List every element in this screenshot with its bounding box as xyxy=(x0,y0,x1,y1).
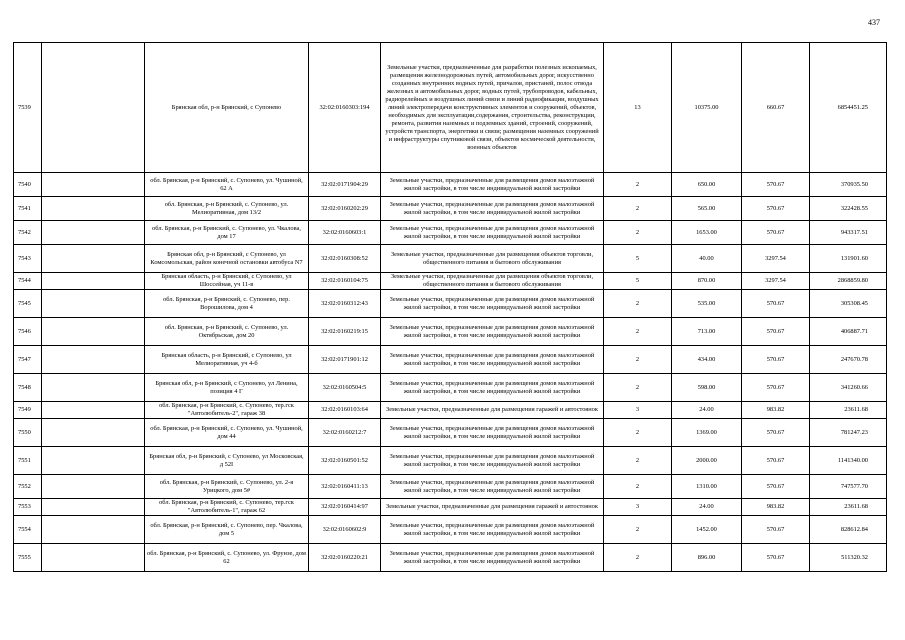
address-cell: Брянская обл, р-н Брянский, с Супонево, ул Ленина, позиция 4 Г xyxy=(145,374,309,402)
address-cell: обл. Брянская, р-н Брянский, с. Супонево, ул. Чушиной, дом 44 xyxy=(145,419,309,447)
address-cell: Брянская область, р-н Брянский, с Супонево, ул Шоссейная, уч 11-в xyxy=(145,273,309,290)
table-row xyxy=(14,318,887,346)
area-cell: 535.00 xyxy=(672,290,742,318)
area-cell: 870.00 xyxy=(672,273,742,290)
address-cell: Брянская обл, р-н Брянский, с Супонево xyxy=(145,43,309,173)
cadastral-number-cell: 32:02:0160220:21 xyxy=(309,544,381,572)
table-row xyxy=(14,402,887,419)
rate-cell: 570.67 xyxy=(742,197,810,221)
table-body xyxy=(14,43,887,572)
address-cell: обл. Брянская, р-н Брянский, с. Супонево, ул. Фрунзе, дом 62 xyxy=(145,544,309,572)
address-cell: обл. Брянская, р-н Брянский, с. Супонево, ул. Мелиоративная, дом 13/2 xyxy=(145,197,309,221)
use-code-cell: 2 xyxy=(604,221,672,245)
row-number: 7549 xyxy=(14,402,42,419)
area-cell: 24.00 xyxy=(672,499,742,516)
land-use-cell: Земельные участки, предназначенные для размещения домов малоэтажной жилой застройки, в том числе индивидуальной жилой застройки xyxy=(381,346,604,374)
row-number: 7554 xyxy=(14,516,42,544)
cadastral-value-cell: 2868859.80 xyxy=(810,273,887,290)
table-row xyxy=(14,447,887,475)
area-cell: 1653.00 xyxy=(672,221,742,245)
row-number: 7544 xyxy=(14,273,42,290)
area-cell: 40.00 xyxy=(672,245,742,273)
blank-cell xyxy=(42,43,145,173)
address-cell: обл. Брянская, р-н Брянский, с. Супонево, ул. 2-я Урицкого, дом 5# xyxy=(145,475,309,499)
rate-cell: 3297.54 xyxy=(742,273,810,290)
address-cell: обл. Брянская, р-н Брянский, с. Супонево, ул. Октябрьская, дом 20 xyxy=(145,318,309,346)
blank-cell xyxy=(42,346,145,374)
rate-cell: 983.82 xyxy=(742,499,810,516)
rate-cell: 570.67 xyxy=(742,475,810,499)
use-code-cell: 3 xyxy=(604,499,672,516)
cadastral-number-cell: 32:02:0160103:64 xyxy=(309,402,381,419)
cadastral-value-cell: 23611.68 xyxy=(810,402,887,419)
use-code-cell: 2 xyxy=(604,197,672,221)
land-use-cell: Земельные участки, предназначенные для размещения домов малоэтажной жилой застройки, в том числе индивидуальной жилой застройки xyxy=(381,447,604,475)
cadastral-number-cell: 32:02:0160504:5 xyxy=(309,374,381,402)
blank-cell xyxy=(42,447,145,475)
use-code-cell: 3 xyxy=(604,402,672,419)
land-use-cell: Земельные участки, предназначенные для размещения объектов торговли, общественного питания и бытового обслуживания xyxy=(381,273,604,290)
land-use-cell: Земельные участки, предназначенные для размещения домов малоэтажной жилой застройки, в том числе индивидуальной жилой застройки xyxy=(381,374,604,402)
table-row xyxy=(14,374,887,402)
rate-cell: 570.67 xyxy=(742,173,810,197)
rate-cell: 570.67 xyxy=(742,221,810,245)
address-cell: обл. Брянская, р-н Брянский, с. Супонево, ул. Чкалова, дом 17 xyxy=(145,221,309,245)
cadastral-number-cell: 32:02:0171904:29 xyxy=(309,173,381,197)
area-cell: 896.00 xyxy=(672,544,742,572)
address-cell: Брянская область, р-н Брянский, с Супонево, ул Мелиоративная, уч 4-б xyxy=(145,346,309,374)
land-use-cell: Земельные участки, предназначенные для размещения гаражей и автостоянок xyxy=(381,402,604,419)
cadastral-number-cell: 32:02:0160303:194 xyxy=(309,43,381,173)
address-cell: Брянская обл, р-н Брянский, с Супонево, ул Московская, д 52І xyxy=(145,447,309,475)
table-row xyxy=(14,197,887,221)
use-code-cell: 2 xyxy=(604,318,672,346)
land-use-cell: Земельные участки, предназначенные для размещения домов малоэтажной жилой застройки, в том числе индивидуальной жилой застройки xyxy=(381,516,604,544)
cadastral-number-cell: 32:02:0160602:9 xyxy=(309,516,381,544)
blank-cell xyxy=(42,221,145,245)
use-code-cell: 13 xyxy=(604,43,672,173)
cadastral-number-cell: 32:02:0171901:12 xyxy=(309,346,381,374)
land-use-cell: Земельные участки, предназначенные для размещения домов малоэтажной жилой застройки, в том числе индивидуальной жилой застройки xyxy=(381,221,604,245)
rate-cell: 570.67 xyxy=(742,290,810,318)
blank-cell xyxy=(42,290,145,318)
land-use-cell: Земельные участки, предназначенные для разработки полезных ископаемых, размещения железнодорожных путей, автомобильных дорог, искусственно созданных внутренних водных путей, причалов, пристаней, полос отвода железных и автомобильных дорог, водных путей, трубопроводов, кабельных, радиорелейных и воздушных линий связи и линий радиофикации, воздушных линий электропередачи конструктивных элементов и сооружений, объектов, необходимых для эксплуатации,содержания, строительства, реконструкции, ремонта, развития наземных и подземных зданий, строений, сооружений, устройств транспорта, энергетики и связи; размещения наземных сооружений и инфраструктуры спутниковой связи, объектов космической деятельности, военных объектов xyxy=(381,43,604,173)
blank-cell xyxy=(42,173,145,197)
address-cell: обл. Брянская, р-н Брянский, с. Супонево, тер.гск "Автолюбитель-1", гараж 62 xyxy=(145,499,309,516)
use-code-cell: 2 xyxy=(604,173,672,197)
table-row xyxy=(14,173,887,197)
page-number: 437 xyxy=(868,18,880,27)
table-row xyxy=(14,419,887,447)
blank-cell xyxy=(42,197,145,221)
land-use-cell: Земельные участки, предназначенные для размещения домов малоэтажной жилой застройки, в том числе индивидуальной жилой застройки xyxy=(381,419,604,447)
use-code-cell: 2 xyxy=(604,447,672,475)
land-use-cell: Земельные участки, предназначенные для размещения домов малоэтажной жилой застройки, в том числе индивидуальной жилой застройки xyxy=(381,197,604,221)
area-cell: 1310.00 xyxy=(672,475,742,499)
use-code-cell: 2 xyxy=(604,346,672,374)
row-number: 7552 xyxy=(14,475,42,499)
table-row xyxy=(14,499,887,516)
use-code-cell: 2 xyxy=(604,475,672,499)
table-row xyxy=(14,516,887,544)
rate-cell: 983.82 xyxy=(742,402,810,419)
table-row xyxy=(14,475,887,499)
blank-cell xyxy=(42,475,145,499)
row-number: 7543 xyxy=(14,245,42,273)
cadastral-number-cell: 32:02:0160212:7 xyxy=(309,419,381,447)
rate-cell: 3297.54 xyxy=(742,245,810,273)
cadastral-value-cell: 370935.50 xyxy=(810,173,887,197)
land-cadastral-table xyxy=(13,42,887,572)
cadastral-value-cell: 747577.70 xyxy=(810,475,887,499)
address-cell: обл. Брянская, р-н Брянский, с. Супонево, тер.гск "Автолюбитель-2", гараж 38 xyxy=(145,402,309,419)
row-number: 7545 xyxy=(14,290,42,318)
area-cell: 650.00 xyxy=(672,173,742,197)
row-number: 7546 xyxy=(14,318,42,346)
blank-cell xyxy=(42,273,145,290)
cadastral-number-cell: 32:02:0160219:15 xyxy=(309,318,381,346)
cadastral-number-cell: 32:02:0160501:52 xyxy=(309,447,381,475)
cadastral-value-cell: 131901.60 xyxy=(810,245,887,273)
use-code-cell: 2 xyxy=(604,374,672,402)
cadastral-number-cell: 32:02:0160603:1 xyxy=(309,221,381,245)
rate-cell: 570.67 xyxy=(742,544,810,572)
cadastral-value-cell: 322428.55 xyxy=(810,197,887,221)
row-number: 7555 xyxy=(14,544,42,572)
cadastral-value-cell: 341260.66 xyxy=(810,374,887,402)
use-code-cell: 2 xyxy=(604,290,672,318)
cadastral-value-cell: 247670.78 xyxy=(810,346,887,374)
table-row xyxy=(14,290,887,318)
row-number: 7550 xyxy=(14,419,42,447)
table-row xyxy=(14,544,887,572)
blank-cell xyxy=(42,245,145,273)
row-number: 7551 xyxy=(14,447,42,475)
row-number: 7541 xyxy=(14,197,42,221)
rate-cell: 570.67 xyxy=(742,447,810,475)
blank-cell xyxy=(42,374,145,402)
cadastral-number-cell: 32:02:0160202:29 xyxy=(309,197,381,221)
area-cell: 1369.00 xyxy=(672,419,742,447)
rate-cell: 660.67 xyxy=(742,43,810,173)
cadastral-value-cell: 305308.45 xyxy=(810,290,887,318)
area-cell: 1452.00 xyxy=(672,516,742,544)
cadastral-number-cell: 32:02:0160312:43 xyxy=(309,290,381,318)
row-number: 7553 xyxy=(14,499,42,516)
blank-cell xyxy=(42,419,145,447)
cadastral-number-cell: 32:02:0160411:13 xyxy=(309,475,381,499)
area-cell: 565.00 xyxy=(672,197,742,221)
blank-cell xyxy=(42,402,145,419)
land-use-cell: Земельные участки, предназначенные для размещения домов малоэтажной жилой застройки, в том числе индивидуальной жилой застройки xyxy=(381,544,604,572)
address-cell: обл. Брянская, р-н Брянский, с. Супонево, пер. Ворошилова, дом 4 xyxy=(145,290,309,318)
area-cell: 434.00 xyxy=(672,346,742,374)
row-number: 7539 xyxy=(14,43,42,173)
table-row xyxy=(14,273,887,290)
rate-cell: 570.67 xyxy=(742,374,810,402)
blank-cell xyxy=(42,499,145,516)
address-cell: обл. Брянская, р-н Брянский, с. Супонево, пер. Чкалова, дом 5 xyxy=(145,516,309,544)
land-use-cell: Земельные участки, предназначенные для размещения гаражей и автостоянок xyxy=(381,499,604,516)
cadastral-value-cell: 1141340.00 xyxy=(810,447,887,475)
cadastral-value-cell: 511320.32 xyxy=(810,544,887,572)
use-code-cell: 2 xyxy=(604,419,672,447)
table-row xyxy=(14,346,887,374)
rate-cell: 570.67 xyxy=(742,318,810,346)
row-number: 7548 xyxy=(14,374,42,402)
cadastral-value-cell: 781247.23 xyxy=(810,419,887,447)
cadastral-value-cell: 23611.68 xyxy=(810,499,887,516)
area-cell: 598.00 xyxy=(672,374,742,402)
use-code-cell: 2 xyxy=(604,544,672,572)
use-code-cell: 5 xyxy=(604,245,672,273)
land-use-cell: Земельные участки, предназначенные для размещения домов малоэтажной жилой застройки, в том числе индивидуальной жилой застройки xyxy=(381,475,604,499)
land-use-cell: Земельные участки, предназначенные для размещения объектов торговли, общественного питания и бытового обслуживания xyxy=(381,245,604,273)
rate-cell: 570.67 xyxy=(742,419,810,447)
land-use-cell: Земельные участки, предназначенные для размещения домов малоэтажной жилой застройки, в том числе индивидуальной жилой застройки xyxy=(381,173,604,197)
rate-cell: 570.67 xyxy=(742,516,810,544)
use-code-cell: 5 xyxy=(604,273,672,290)
row-number: 7540 xyxy=(14,173,42,197)
cadastral-value-cell: 943317.51 xyxy=(810,221,887,245)
cadastral-number-cell: 32:02:0160104:75 xyxy=(309,273,381,290)
row-number: 7542 xyxy=(14,221,42,245)
table-row xyxy=(14,43,887,173)
area-cell: 2000.00 xyxy=(672,447,742,475)
area-cell: 24.00 xyxy=(672,402,742,419)
area-cell: 713.00 xyxy=(672,318,742,346)
cadastral-number-cell: 32:02:0160414:97 xyxy=(309,499,381,516)
cadastral-number-cell: 32:02:0160308:52 xyxy=(309,245,381,273)
blank-cell xyxy=(42,318,145,346)
cadastral-value-cell: 828612.84 xyxy=(810,516,887,544)
rate-cell: 570.67 xyxy=(742,346,810,374)
row-number: 7547 xyxy=(14,346,42,374)
address-cell: Брянская обл, р-н Брянский, с Супонево, ул Комсомольская, район конечной остановки автобуса N7 xyxy=(145,245,309,273)
land-use-cell: Земельные участки, предназначенные для размещения домов малоэтажной жилой застройки, в том числе индивидуальной жилой застройки xyxy=(381,290,604,318)
area-cell: 10375.00 xyxy=(672,43,742,173)
address-cell: обл. Брянская, р-н Брянский, с. Супонево, ул. Чушиной, 62 А xyxy=(145,173,309,197)
land-use-cell: Земельные участки, предназначенные для размещения домов малоэтажной жилой застройки, в том числе индивидуальной жилой застройки xyxy=(381,318,604,346)
table-row xyxy=(14,221,887,245)
cadastral-value-cell: 6854451.25 xyxy=(810,43,887,173)
use-code-cell: 2 xyxy=(604,516,672,544)
cadastral-value-cell: 406887.71 xyxy=(810,318,887,346)
table-row xyxy=(14,245,887,273)
blank-cell xyxy=(42,516,145,544)
blank-cell xyxy=(42,544,145,572)
